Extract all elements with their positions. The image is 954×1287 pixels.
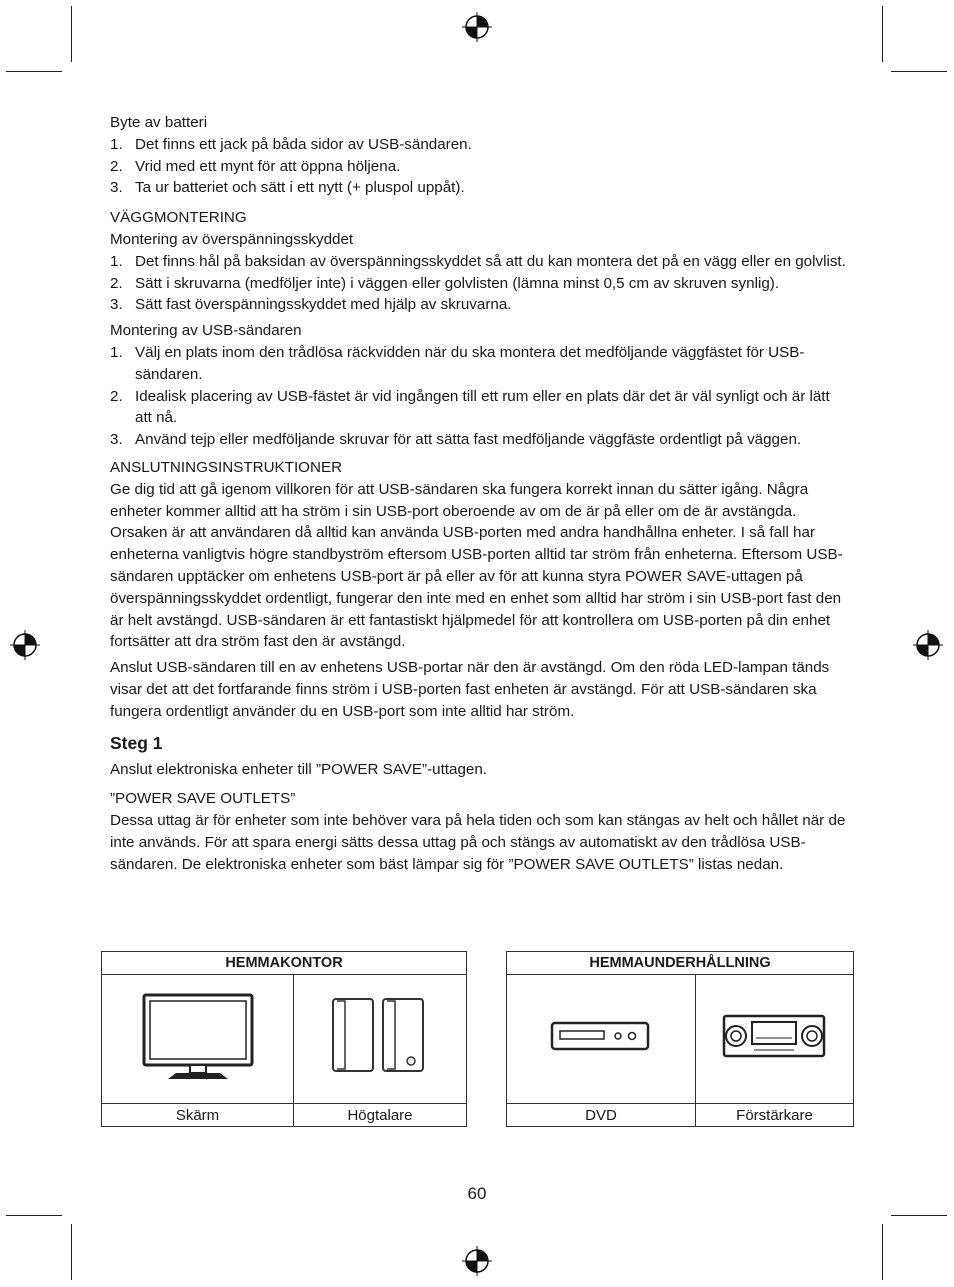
outlets-paragraph: Dessa uttag är för enheter som inte behöver vara på hela tiden och som kan stängas av helt och hållet när de inte används. För att spara energi sätts dessa uttag på och stängs av automatiskt av den trådlösa USB-sändaren. De elektroniska enheter som bäst lämpar sig för ”POWER SAVE OUTLETS” listas nedan. — [110, 812, 846, 873]
connection-paragraph: Anslut USB-sändaren till en av enhetens USB-portar när den är avstängd. Om den röda LED-lampan tänds visar det att det fortfarande finns ström i USB-porten fast enheten är avstängd. För att USB-sändaren ska fungera ordentligt använder du en USB-port som inte alltid har ström. — [110, 659, 830, 720]
registration-mark-icon — [913, 630, 943, 660]
connection-heading: ANSLUTNINGSINSTRUKTIONER — [110, 458, 343, 476]
list-item: 2. Sätt i skruvarna (medföljer inte) i väggen eller golvlisten (lämna minst 0,5 cm av skruven synlig). — [110, 274, 780, 292]
device-label: DVD — [507, 1104, 696, 1127]
page-number: 60 — [467, 1184, 487, 1203]
device-label: Skärm — [102, 1104, 294, 1127]
crop-mark — [71, 6, 72, 62]
monitor-icon — [138, 989, 258, 1085]
device-label: Förstärkare — [696, 1104, 854, 1127]
list-item: 3. Använd tejp eller medföljande skruvar för att sätta fast medföljande väggfäste ordentligt på väggen. — [110, 431, 802, 449]
crop-mark — [882, 1224, 883, 1280]
usb-mount-steps — [110, 342, 850, 451]
connection-paragraph: Ge dig tid att gå igenom villkoren för att USB-sändaren ska fungera korrekt innan du sätter igång. Några enheter kommer alltid att ha ström i sin USB-port oberoende av om de är på eller om de är avstängda. Orsaken är att användaren då alltid kan använda USB-porten med andra handhållna enheter. I så fall har enheterna vanligtvis högre standbyström eftersom USB-porten alltid tar ström från enheterna. Eftersom USB-sändaren upptäcker om enhetens USB-port är på eller av för att kunna styra POWER SAVE-uttagen på överspänningsskyddet ordentligt, fungerar den inte med en enhet som alltid har ström i sin USB-port fast den är helt avstängd. USB-sändaren är ett fantastiskt hjälpmedel för att kontrollera om USB-porten på din enhet fortsätter att dra ström fast den är avstängd. — [110, 480, 843, 651]
registration-mark-icon — [10, 630, 40, 660]
table-header: HEMMAUNDERHÅLLNING — [507, 952, 854, 975]
crop-mark — [882, 6, 883, 62]
outlets-heading: ”POWER SAVE OUTLETS” — [110, 790, 296, 808]
registration-mark-icon — [462, 1246, 492, 1276]
home-entertainment-table — [506, 951, 854, 1127]
speakers-icon — [325, 995, 435, 1079]
list-item: 2. Idealisk placering av USB-fästet är vid ingången till ett rum eller en plats där det är väl synligt och är lätt att nå. — [110, 387, 830, 427]
crop-mark — [891, 1215, 947, 1216]
battery-heading: Byte av batteri — [110, 114, 208, 131]
surge-mount-heading: Montering av överspänningsskyddet — [110, 230, 354, 248]
crop-mark — [71, 1224, 72, 1280]
surge-mount-steps — [110, 251, 850, 316]
list-item: 1. Det finns hål på baksidan av överspänningsskyddet så att du kan montera det på en vägg eller en golvlist. — [110, 252, 846, 270]
step-intro: Anslut elektroniska enheter till ”POWER SAVE”-uttagen. — [110, 760, 488, 778]
registration-mark-icon — [462, 12, 492, 42]
amplifier-icon — [720, 1012, 830, 1062]
page-content — [110, 112, 850, 876]
dvd-player-icon — [546, 1017, 656, 1057]
home-office-table — [101, 951, 467, 1127]
battery-steps — [110, 134, 850, 199]
list-item: 3. Sätt fast överspänningsskyddet med hjälp av skruvarna. — [110, 296, 512, 314]
usb-mount-heading: Montering av USB-sändaren — [110, 322, 302, 340]
device-label: Högtalare — [294, 1104, 467, 1127]
step-heading: Steg 1 — [110, 732, 163, 753]
crop-mark — [891, 71, 947, 72]
table-header: HEMMAKONTOR — [102, 952, 467, 975]
list-item: 2. Vrid med ett mynt för att öppna höljena. — [110, 157, 401, 175]
list-item: 1. Välj en plats inom den trådlösa räckvidden när du ska montera det medföljande väggfästet för USB-sändaren. — [110, 343, 805, 383]
device-tables — [101, 951, 853, 1127]
wall-mount-heading: VÄGGMONTERING — [110, 209, 247, 227]
list-item: 3. Ta ur batteriet och sätt i ett nytt (+ pluspol uppåt). — [110, 179, 465, 197]
list-item: 1. Det finns ett jack på båda sidor av USB-sändaren. — [110, 135, 472, 153]
crop-mark — [6, 1215, 62, 1216]
crop-mark — [6, 71, 62, 72]
